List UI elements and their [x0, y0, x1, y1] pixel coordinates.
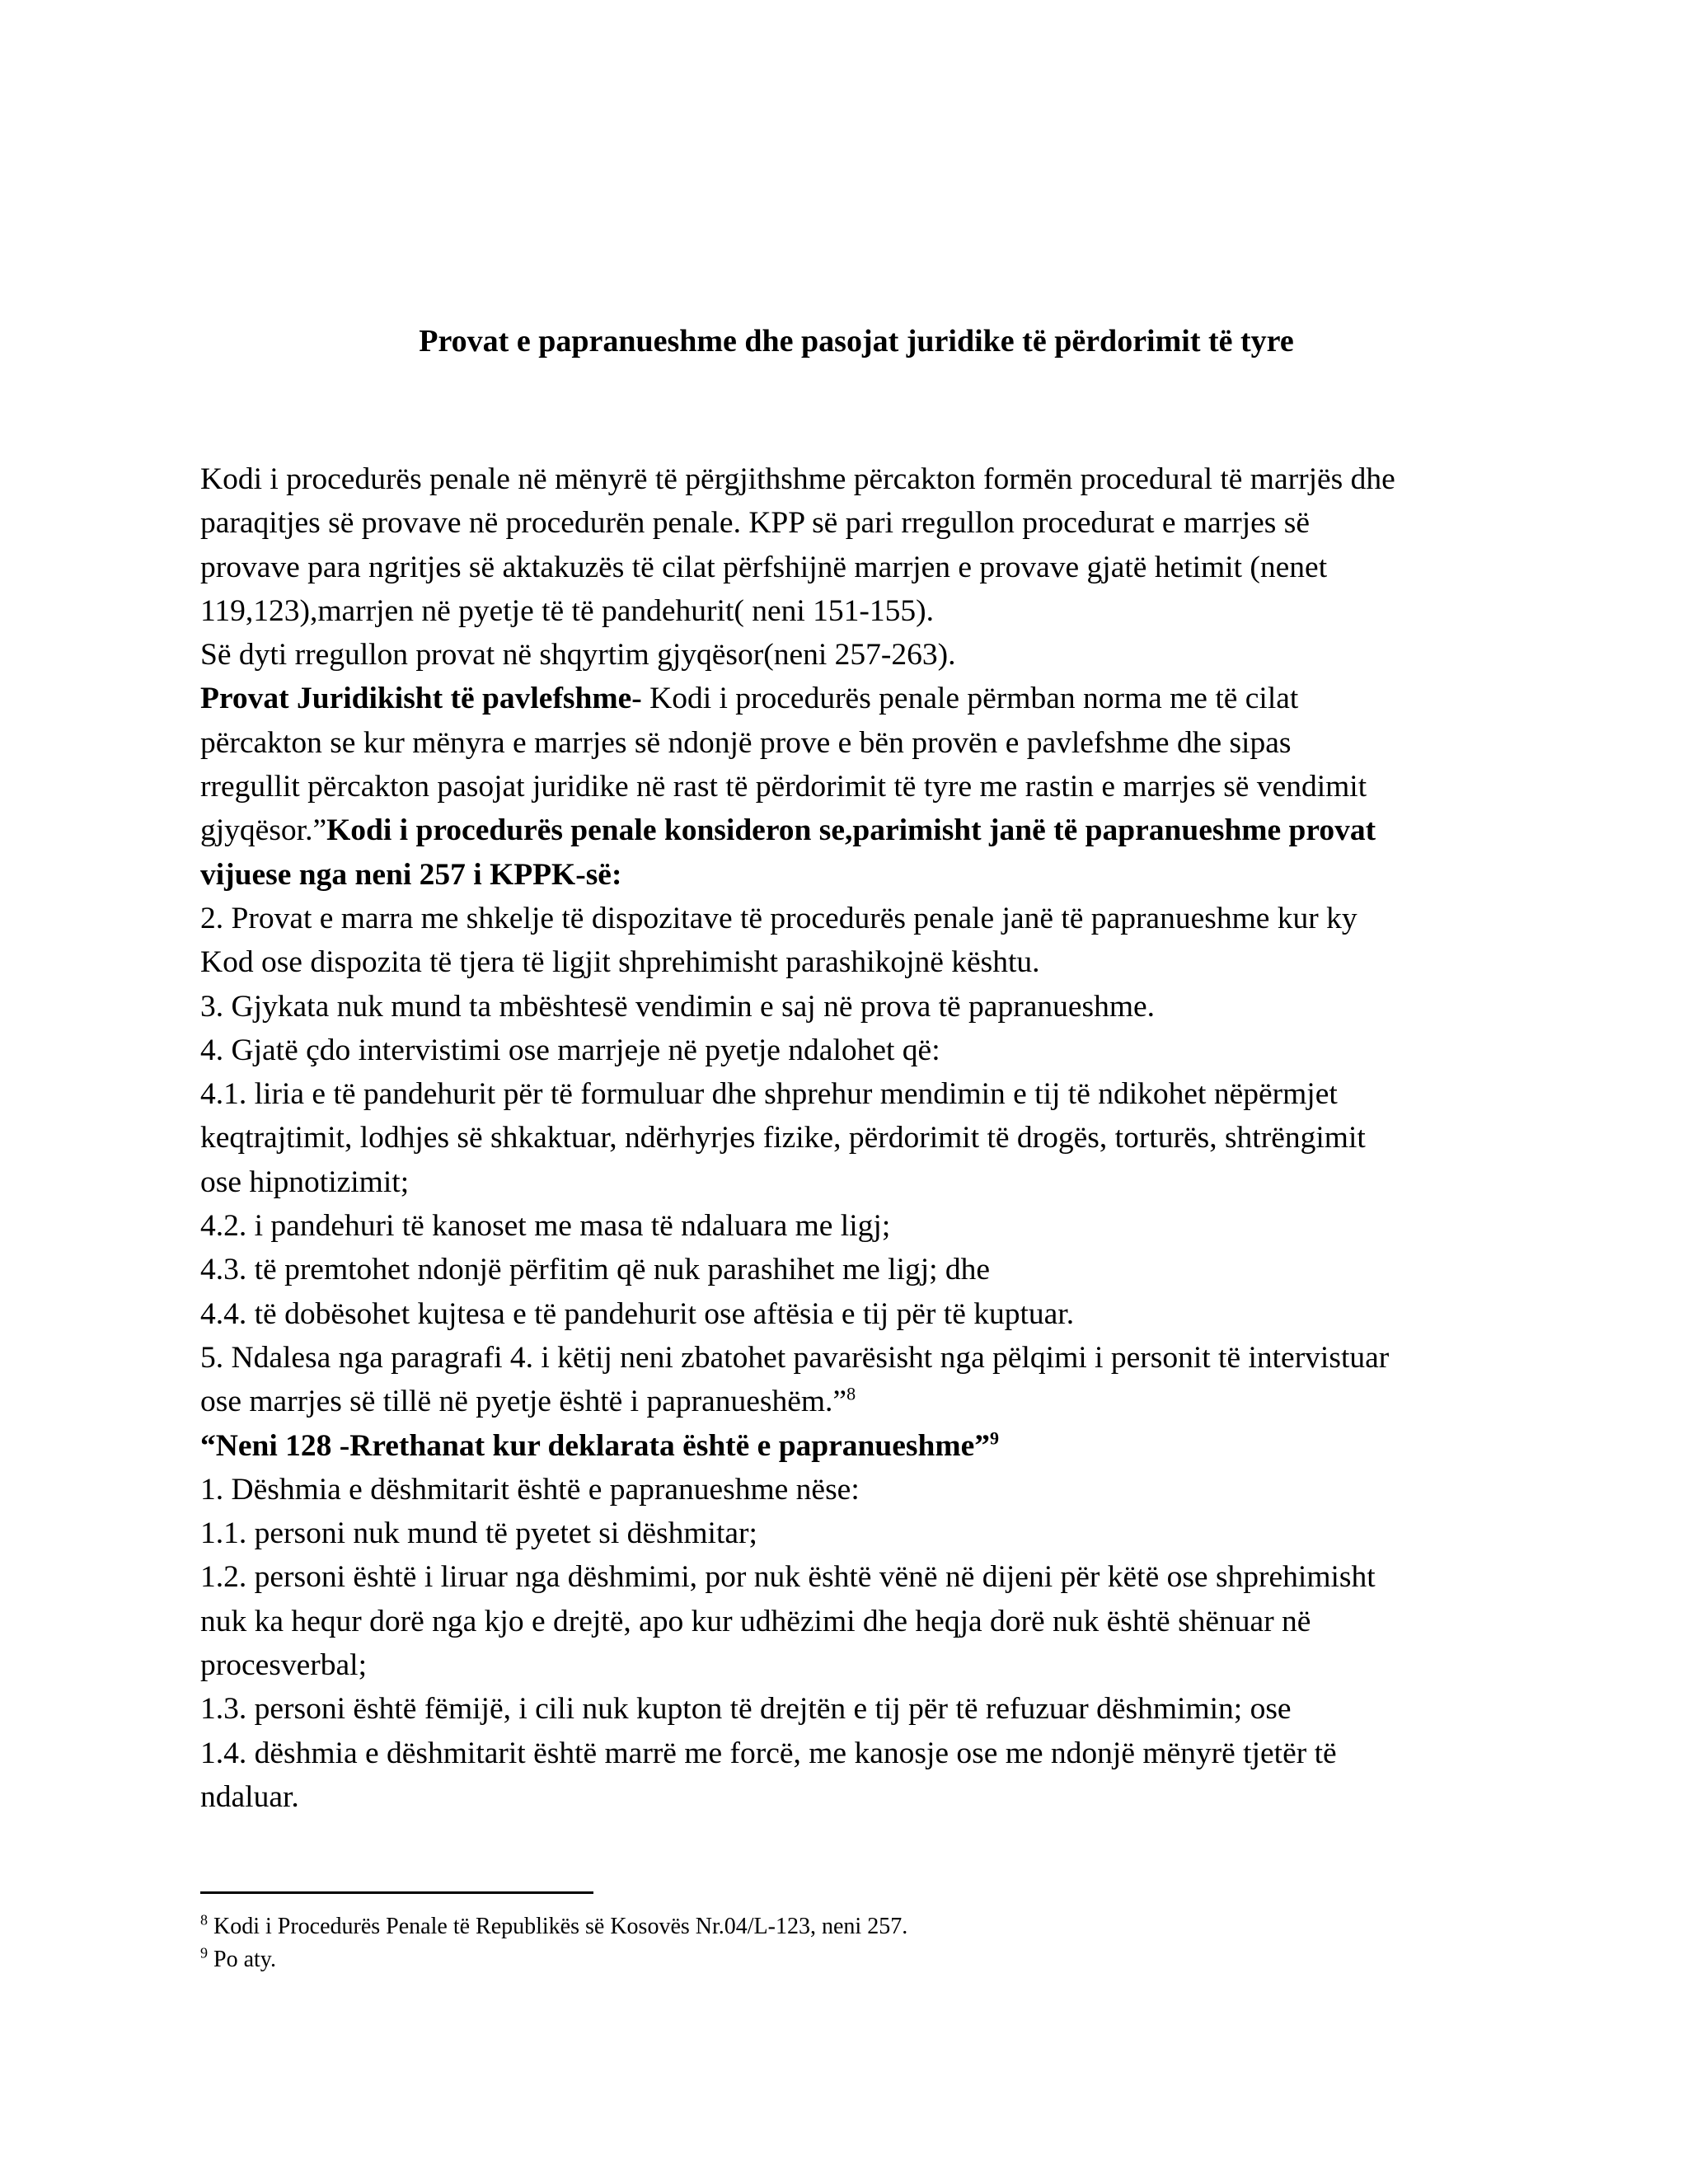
list-item: 1.3. personi është fëmijë, i cili nuk kupton të drejtën e tij për të refuzuar dëshmimin; ose [200, 1692, 1292, 1727]
body-line: Së dyti rregullon provat në shqyrtim gjyqësor(neni 257-263). [200, 638, 956, 673]
list-item: 1.4. dëshmia e dëshmitarit është marrë me forcë, me kanosje ose me ndonjë mënyrë tjetër të [200, 1736, 1337, 1770]
list-item: nuk ka hequr dorë nga kjo e drejtë, apo kur udhëzimi dhe heqja dorë nuk është shënuar në [200, 1604, 1311, 1638]
footnote-separator [200, 1891, 593, 1894]
page-title: Provat e papranueshme dhe pasojat juridike të përdorimit të tyre [419, 324, 1294, 359]
footnote-ref: 9 [990, 1427, 999, 1449]
footnote-text: Kodi i Procedurës Penale të Republikës së Kosovës Nr.04/L-123, neni 257. [213, 1914, 908, 1939]
pavlefshme-line-4 [200, 808, 1503, 852]
section-heading-neni-128 [200, 1424, 1503, 1468]
footnote-ref: 8 [846, 1383, 856, 1404]
bold-line: vijuese nga neni 257 i KPPK-së: [200, 857, 622, 892]
list-item: 5. Ndalesa nga paragrafi 4. i këtij neni zbatohet pavarësisht nga pëlqimi i personit të intervistuar [200, 1340, 1390, 1375]
list-item: ose hipnotizimit; [200, 1165, 410, 1199]
bold-text: Kodi i procedurës penale konsideron se,parimisht janë të papranueshme provat [326, 813, 1376, 848]
list-item: 4.1. liria e të pandehurit për të formuluar dhe shprehur mendimin e tij të ndikohet nëpërmjet [200, 1077, 1338, 1112]
list-item: Kod ose dispozita të tjera të ligjit shprehimisht parashikojnë kështu. [200, 945, 1040, 980]
body-line: 119,123),marrjen në pyetje të të pandehurit( neni 151-155). [200, 593, 934, 628]
body-text: ose marrjes së tillë në pyetje është i papranueshëm.” [200, 1385, 847, 1419]
list-item: 2. Provat e marra me shkelje të dispozitave të procedurës penale janë të papranueshme kur ky [200, 901, 1357, 935]
heading-text: “Neni 128 -Rrethanat kur deklarata është e papranueshme” [200, 1428, 990, 1463]
pavlefshme-line-1 [200, 677, 1503, 720]
list-item: procesverbal; [200, 1648, 367, 1683]
footnote [200, 1910, 1503, 1943]
list-item: ndaluar. [200, 1779, 299, 1814]
list-item: 1.1. personi nuk mund të pyetet si dëshmitar; [200, 1516, 757, 1551]
footnotes [200, 1910, 1503, 1976]
section-heading-pavlefshme: Provat Juridikisht të pavlefshme- [200, 682, 642, 716]
body-text: gjyqësor.” [200, 813, 327, 848]
body-line: provave para ngritjes së aktakuzës të cilat përfshijnë marrjen e provave gjatë hetimit (nenet [200, 550, 1328, 584]
body-line: përcakton se kur mënyra e marrjes së ndonjë prove e bën provën e pavlefshme dhe sipas [200, 725, 1292, 760]
body-line: paraqitjes së provave në procedurën penale. KPP së pari rregullon procedurat e marrjes së [200, 506, 1310, 541]
list-item: 4.3. të premtohet ndonjë përfitim që nuk parashihet me ligj; dhe [200, 1253, 991, 1287]
footnote-number: 9 [200, 1944, 208, 1961]
list-item: 3. Gjykata nuk mund ta mbështesë vendimin e saj në prova të papranueshme. [200, 989, 1156, 1024]
document-body [200, 457, 1503, 1819]
list-item: 4.2. i pandehuri të kanoset me masa të ndaluara me ligj; [200, 1209, 891, 1244]
footnote-number: 8 [200, 1911, 208, 1929]
list-item: 4.4. të dobësohet kujtesa e të pandehurit ose aftësia e tij për të kuptuar. [200, 1296, 1075, 1331]
body-text: Kodi i procedurës penale përmban norma me të cilat [641, 682, 1299, 716]
list-item-with-footnote [200, 1380, 1503, 1423]
list-item: 4. Gjatë çdo intervistimi ose marrjeje në pyetje ndalohet që: [200, 1033, 940, 1067]
footnote [200, 1943, 1503, 1976]
list-item: 1. Dëshmia e dëshmitarit është e papranueshme nëse: [200, 1472, 860, 1507]
list-item: 1.2. personi është i liruar nga dëshmimi, por nuk është vënë në dijeni për këtë ose shprehimisht [200, 1560, 1376, 1595]
body-line: Kodi i procedurës penale në mënyrë të përgjithshme përcakton formën procedural të marrjës dhe [200, 462, 1395, 496]
body-line: rregullit përcakton pasojat juridike në rast të përdorimit të tyre me rastin e marrjes së vendimit [200, 770, 1367, 804]
footnote-text: Po aty. [213, 1947, 276, 1972]
list-item: keqtrajtimit, lodhjes së shkaktuar, ndërhyrjes fizike, përdorimit të drogës, torturës, shtrëngimit [200, 1121, 1366, 1155]
